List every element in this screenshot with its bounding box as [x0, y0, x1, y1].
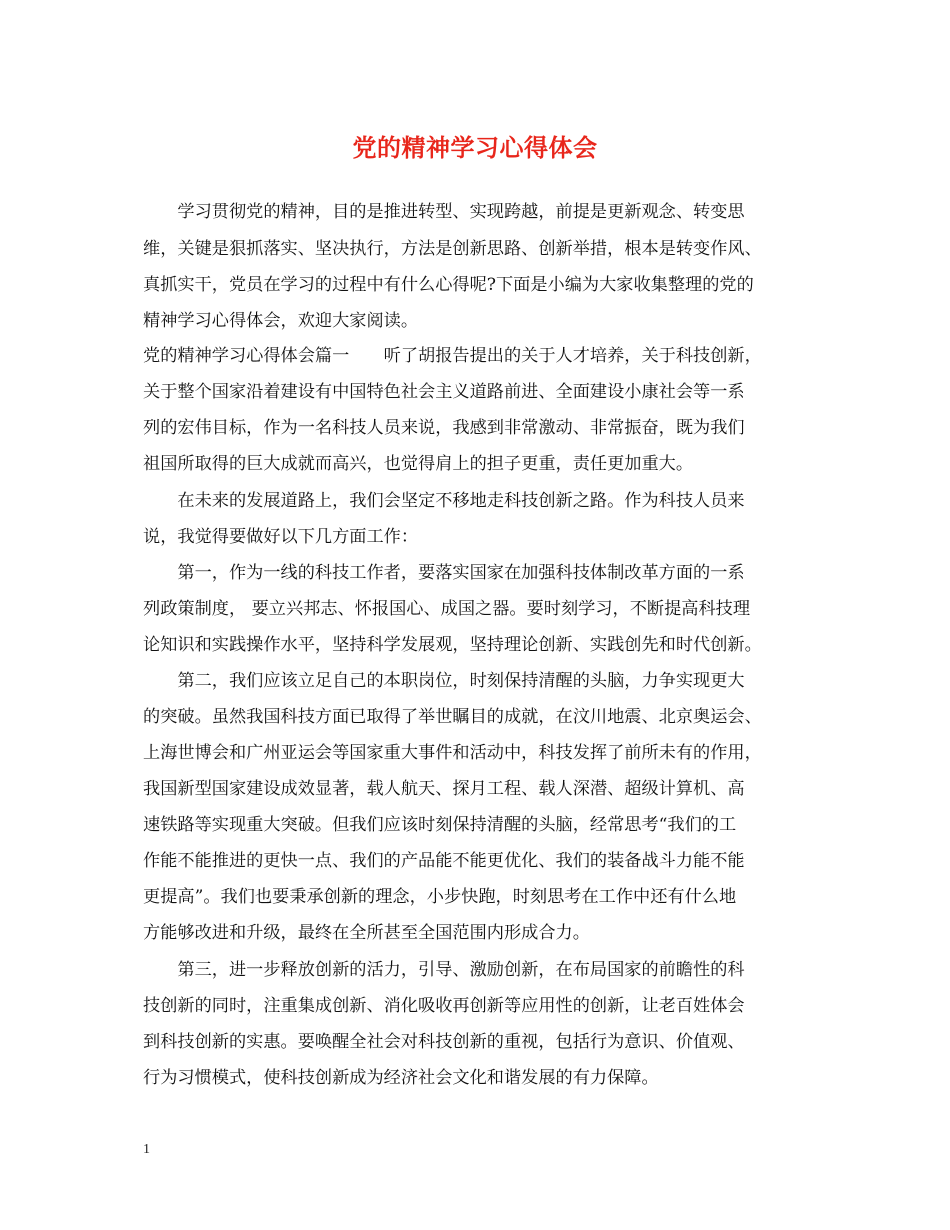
body-line: 到科技创新的实惠。要唤醒全社会对科技创新的重视，包括行为意识、价值观、 — [143, 1032, 745, 1052]
body-line: 方能够改进和升级，最终在全所甚至全国范围内形成合力。 — [143, 923, 590, 943]
body-line: 第三，进一步释放创新的活力，引导、激励创新，在布局国家的前瞻性的科 — [143, 960, 745, 980]
body-line: 关于整个国家沿着建设有中国特色社会主义道路前进、全面建设小康社会等一系 — [143, 382, 745, 402]
page-number: 1 — [143, 1142, 150, 1157]
body-line: 祖国所取得的巨大成就而高兴，也觉得肩上的担子更重，责任更加重大。 — [143, 454, 694, 474]
body-line: 论知识和实践操作水平，坚持科学发展观，坚持理论创新、实践创先和时代创新。 — [143, 635, 762, 655]
body-line: 维，关键是狠抓落实、坚决执行，方法是创新思路、创新举措，根本是转变作风、 — [143, 239, 762, 259]
body-line: 作能不能推进的更快一点、我们的产品能不能更优化、我们的装备战斗力能不能 — [143, 851, 745, 871]
body-line: 说，我觉得要做好以下几方面工作： — [143, 527, 419, 547]
body-line: 我国新型国家建设成效显著，载人航天、探月工程、载人深潜、超级计算机、高 — [143, 779, 745, 799]
body-line: 真抓实干，党员在学习的过程中有什么心得呢?下面是小编为大家收集整理的党的 — [143, 275, 754, 295]
body-line: 学习贯彻党的精神，目的是推进转型、实现跨越，前提是更新观念、转变思 — [143, 202, 745, 222]
body-line: 精神学习心得体会，欢迎大家阅读。 — [143, 311, 419, 331]
body-line: 第二，我们应该立足自己的本职岗位，时刻保持清醒的头脑，力争实现更大 — [143, 671, 745, 691]
body-line: 的突破。虽然我国科技方面已取得了举世瞩目的成就，在汶川地震、北京奥运会、 — [143, 707, 762, 727]
body-line: 更提高”。我们也要秉承创新的理念，小步快跑，时刻思考在工作中还有什么地 — [143, 887, 737, 907]
document-title: 党的精神学习心得体会 — [352, 134, 598, 162]
body-line: 行为习惯模式，使科技创新成为经济社会文化和谐发展的有力保障。 — [143, 1068, 659, 1088]
body-line: 党的精神学习心得体会篇一 听了胡报告提出的关于人才培养，关于科技创新， — [143, 346, 762, 366]
body-line: 第一，作为一线的科技工作者，要落实国家在加强科技体制改革方面的一系 — [143, 563, 745, 583]
body-line: 列政策制度， 要立兴邦志、怀报国心、成国之器。要时刻学习，不断提高科技理 — [143, 599, 751, 619]
body-line: 上海世博会和广州亚运会等国家重大事件和活动中，科技发挥了前所未有的作用， — [143, 743, 762, 763]
body-line: 技创新的同时，注重集成创新、消化吸收再创新等应用性的创新，让老百姓体会 — [143, 996, 745, 1016]
body-line: 列的宏伟目标，作为一名科技人员来说，我感到非常激动、非常振奋，既为我们 — [143, 418, 745, 438]
body-line: 速铁路等实现重大突破。但我们应该时刻保持清醒的头脑，经常思考“我们的工 — [143, 815, 737, 835]
body-line: 在未来的发展道路上，我们会坚定不移地走科技创新之路。作为科技人员来 — [143, 491, 745, 511]
